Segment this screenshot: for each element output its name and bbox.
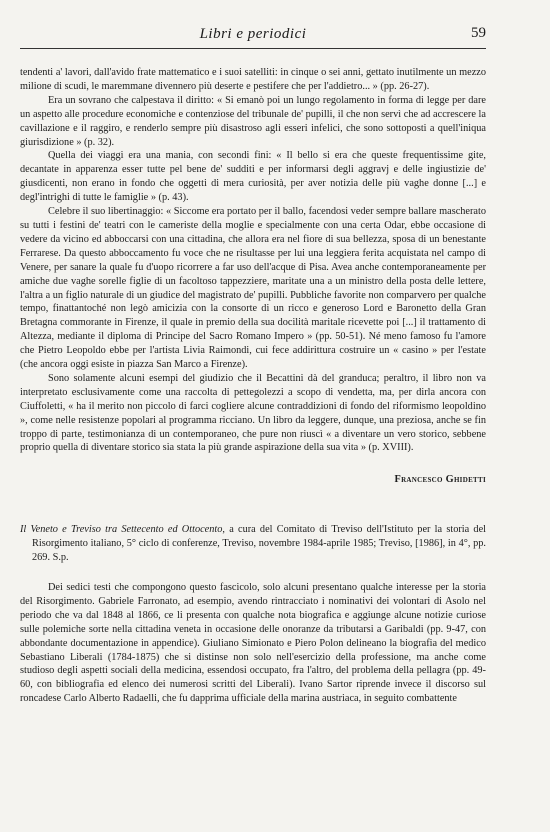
paragraph: Sono solamente alcuni esempi del giudizio che il Becattini dà del granduca; peraltro, il libro non va interpretato esclusivamente come una raccolta di pettegolezzi a scopo di vendetta, ma, per dirla ancora con Ciuffoletti, « ha il merito non piccolo di farci cogliere alcune contraddizioni di fondo del riformismo leopoldino », come nelle resistenze popolari al programma ricciano. Un libro da leggere, dunque, una preziosa, anche se fin troppo di parte, testimonianza di un contemporaneo, che pure non riuscì « a diventare un vero storico, sebbene proprio quella di diventare storico sia stata la più grande aspirazione della sua vita » (p. XVIII). bbox=[20, 372, 486, 454]
paragraph: Era un sovrano che calpestava il diritto: « Si emanò poi un lungo regolamento in forma di legge per dare un aspetto alle procedure economiche e contenziose del tribunale de' pupilli, il che non servì che ad accrescere la cavillazione e il raggiro, e renderlo sempre più disastroso agli esseri infelici, che sono sottoposti a quell'iniqua giurisdizione » (p. 32). bbox=[20, 94, 486, 148]
author-signature: Francesco Ghidetti bbox=[394, 474, 486, 486]
review-book-title: Il Veneto e Treviso tra Settecento ed Ottocento bbox=[20, 524, 223, 536]
article-body bbox=[20, 66, 486, 706]
page-header bbox=[20, 24, 486, 49]
review-paragraph: Dei sedici testi che compongono questo fascicolo, solo alcuni presentano qualche interesse per la storia del Risorgimento. Gabriele Farronato, ad esempio, avendo rintracciato i nominativi dei volontari di Asolo nel periodo che va dal 1848 al 1866, ce li presenta con qualche nota biografica e aggiunge alcune notizie curiose sulle polemiche sorte nella cittadina veneta in occasione delle onoranze da tributarsi a Garibaldi (pp. 9-47, con abbondante documentazione in appendice). Giuliano Simionato e Piero Polon delineano la biografia del medico Sebastiano Liberali (1784-1875) che si distinse non solo nell'esercizio della professione, ma anche come studioso degli aspetti sociali della medicina, essendosi occupato, fra l'altro, del problema della pellagra (pp. 49-60, con bibliografia ed elenco dei numerosi scritti del Liberali). Ivano Sartor riprende invece il discorso sul roncadese Carlo Alberto Radaelli, che fu dapprima ufficiale della marina austriaca, in seguito combattente bbox=[20, 582, 486, 705]
review-book-details: , a cura del Comitato di Treviso dell'Istituto per la storia del Risorgimento italiano, 5° ciclo di conferenze, Treviso, novembre 1984-aprile 1985; Treviso, [1986], in 4°, pp. 269. S.p. bbox=[32, 524, 486, 564]
paragraph: Quella dei viaggi era una mania, con secondi fini: « Il bello si era che queste frequentissime gite, decantate in apparenza esser tutte pel bene de' sudditi e per informarsi degli aggravj e delle ingiustizie de' giusdicenti, non erano in fondo che oggetti di mera curiosità, per aver notizia delle più vaghe donne [...] e degl'intrighi di tutte le famiglie » (p. 43). bbox=[20, 150, 486, 204]
page-number: 59 bbox=[471, 25, 486, 41]
paragraph: Celebre il suo libertinaggio: « Siccome era portato per il ballo, facendosi veder sempre ballare mascherato su tutti i festini de' teatri con le cameriste della moglie e specialmente con una certa Odar, ebbe occasione di vedere da vicino ed abboccarsi con una cittadina, che allora era nel fiore di sua bellezza, sposa di un benestante Ferrarese. Da questo abboccamento fu voce che ne risultasse per lui una leggiera ferita acquistata nel campo di Venere, per sanare la quale fu d'uopo ricorrere a far uso dell'acque di Pisa. Avea anche contemporaneamente per amiche due vaghe sorelle figlie di un facoltoso tappezziere, maritate una a un ministro della posta delle lettere, l'altra a un figlio naturale di un giudice del magistrato de' pupilli. Pubbliche favorite non comparvero per qualche tempo, finattantoché non legò amicizia con la consorte di un ricco e generoso Lord e Baronetto della Gran Bretagna commorante in Firenze, il quale in premio della sua docilità maritale ricevette poi [...] il trattamento di Altezza, mediante il diploma di Principe del Sacro Romano Impero » (pp. 50-51). Né meno famoso fu l'amore che Pietro Leopoldo ebbe per l'artista Livia Raimondi, cui fece addirittura costruire un « casino » per l'estate (che ancora oggi esiste in piazza San Marco a Firenze). bbox=[20, 206, 486, 371]
review-heading bbox=[20, 523, 486, 565]
running-title: Libri e periodici bbox=[199, 26, 307, 42]
paragraph: tendenti a' lavori, dall'avido frate mattematico e i suoi satelliti: in cinque o sei anni, gettato inutilmente un mezzo milione di scudi, le maremmane divennero più deserte e pestifere che per l'addietro... » (pp. 26-27). bbox=[20, 67, 486, 92]
